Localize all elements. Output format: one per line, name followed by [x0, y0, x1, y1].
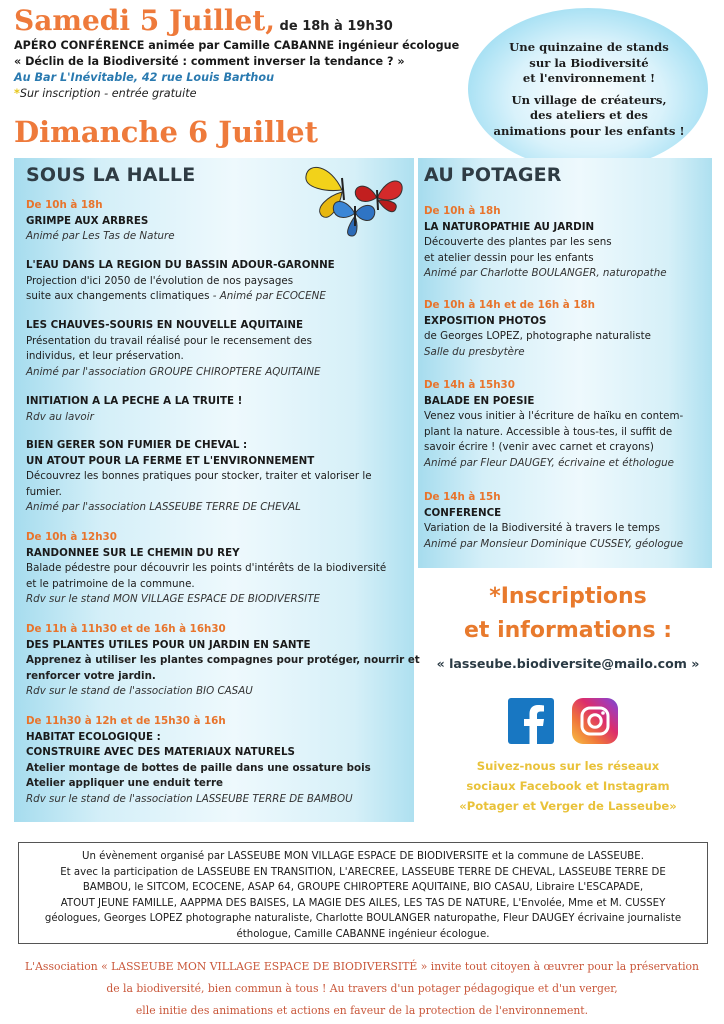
saturday-conference-topic: « Déclin de la Biodiversité : comment inverser la tendance ? »: [14, 55, 405, 68]
potager-panel: [418, 158, 712, 568]
info-title: *Inscriptions et informations :: [464, 584, 672, 643]
halle-event-1: De 10h à 18h GRIMPE AUX ARBRES Animé par Les Tas de Nature: [26, 199, 175, 243]
halle-event-5: BIEN GERER SON FUMIER DE CHEVAL : UN ATOUT POUR LA FERME ET L'ENVIRONNEMENT Découvrez les bonnes pratiques pour stocker, traiter et valoriser le fumier. Animé par l'association LASSEUBE TERRE DE CHEVAL: [26, 439, 372, 514]
instagram-icon[interactable]: [572, 698, 618, 744]
partners-box: Un évènement organisé par LASSEUBE MON VILLAGE ESPACE DE BIODIVERSITE et la commune de LASSEUBE. Et avec la participation de LASSEUBE EN TRANSITION, L'ARECREE, LASSEUBE TERRE DE CHEVAL, LASSEUBE TERRE DE BAMBOU, le SITCOM, ECOCENE, ASAP 64, GROUPE CHIROPTERE AQUITAINE, BIO CASAU, Libraire L'ESCAPADE, ATOUT JEUNE FAMILLE, AAPPMA DES BAISES, LA MAGIE DES AILES, LES TAS DE NATURE, L'Envolée, Mme et M. CUSSEY géologues, Georges LOPEZ photographe naturaliste, Charlotte BOULANGER naturopathe, Fleur DAUGEY écrivaine journaliste éthologue, Camille CABANNE ingénieur écologue.: [18, 842, 708, 944]
potager-event-4: De 14h à 15h CONFERENCE Variation de la Biodiversité à travers le temps Animé par Monsieur Dominique CUSSEY, géologue: [424, 491, 684, 550]
saturday-title: Samedi 5 Juillet,: [14, 4, 276, 37]
halle-event-8: De 11h30 à 12h et de 15h30 à 16h HABITAT ECOLOGIQUE : CONSTRUIRE AVEC DES MATERIAUX NATURELS Atelier montage de bottes de paille dans une ossature bois Atelier appliquer une enduit terre Rdv sur le stand de l'association LASSEUBE TERRE DE BAMBOU: [26, 715, 371, 805]
saturday-section: [14, 4, 484, 102]
butterflies-icon: [300, 160, 404, 242]
halle-heading: SOUS LA HALLE: [26, 164, 196, 186]
potager-heading: AU POTAGER: [424, 164, 562, 186]
highlight-text: Une quinzaine de stands sur la Biodiversité et l'environnement ! Un village de créateurs, des ateliers et des animations pour les enfants !: [493, 40, 685, 138]
halle-event-6: De 10h à 12h30 RANDONNEE SUR LE CHEMIN DU REY Balade pédestre pour découvrir les points d'intérêts de la biodiversité et le patrimoine de la commune. Rdv sur le stand MON VILLAGE ESPACE DE BIODIVERSITE: [26, 531, 387, 606]
saturday-conference: APÉRO CONFÉRENCE animée par Camille CABANNE ingénieur écologue: [14, 39, 460, 52]
halle-event-4: INITIATION A LA PECHE A LA TRUITE ! Rdv au lavoir: [26, 395, 243, 423]
halle-event-3: LES CHAUVES-SOURIS EN NOUVELLE AQUITAINE Présentation du travail réalisé pour le recensement des individus, et leur préservation. Animé par l'association GROUPE CHIROPTERE AQUITAINE: [26, 319, 321, 378]
saturday-note: *Sur inscription - entrée gratuite: [14, 87, 197, 100]
potager-event-2: De 10h à 14h et de 16h à 18h EXPOSITION PHOTOS de Georges LOPEZ, photographe naturaliste Salle du presbytère: [424, 299, 651, 358]
social-follow-text: Suivez-nous sur les réseaux sociaux Facebook et Instagram «Potager et Verger de Lasseube»: [459, 759, 677, 813]
halle-event-2: L'EAU DANS LA REGION DU BASSIN ADOUR-GARONNE Projection d'ici 2050 de l'évolution de nos paysages suite aux changements climatiques - Animé par ECOCENE: [26, 259, 335, 303]
info-box: [424, 574, 712, 822]
saturday-time: de 18h à 19h30: [275, 19, 393, 34]
sunday-title: Dimanche 6 Juillet: [14, 115, 318, 149]
facebook-icon[interactable]: [508, 698, 554, 744]
potager-event-3: De 14h à 15h30 BALADE EN POESIE Venez vous initier à l'écriture de haïku en contem- plant la nature. Accessible à tous-tes, il suffit de savoir écrire ! (venir avec carnet et crayons) Animé par Fleur DAUGEY, écrivaine et éthologue: [424, 379, 684, 469]
halle-event-7: De 11h à 11h30 et de 16h à 16h30 DES PLANTES UTILES POUR UN JARDIN EN SANTE Apprenez à utiliser les plantes compagnes pour protéger, nourrir et renforcer votre jardin. Rdv sur le stand de l'association BIO CASAU: [26, 623, 420, 698]
info-email-link[interactable]: « lasseube.biodiversite@mailo.com »: [436, 656, 700, 671]
potager-event-1: De 10h à 18h LA NATUROPATHIE AU JARDIN Découverte des plantes par les sens et atelier dessin pour les enfants Animé par Charlotte BOULANGER, naturopathe: [424, 205, 667, 280]
halle-panel: [14, 158, 420, 822]
association-statement: L'Association « LASSEUBE MON VILLAGE ESPACE DE BIODIVERSITÉ » invite tout citoyen à œuvrer pour la préservation de la biodiversité, bien commun à tous ! Au travers d'un potager pédagogique et d'un verger, elle initie des animations et actions en faveur de la protection de l'environnement.: [24, 960, 700, 1017]
saturday-venue: Au Bar L'Inévitable, 42 rue Louis Barthou: [14, 71, 275, 84]
